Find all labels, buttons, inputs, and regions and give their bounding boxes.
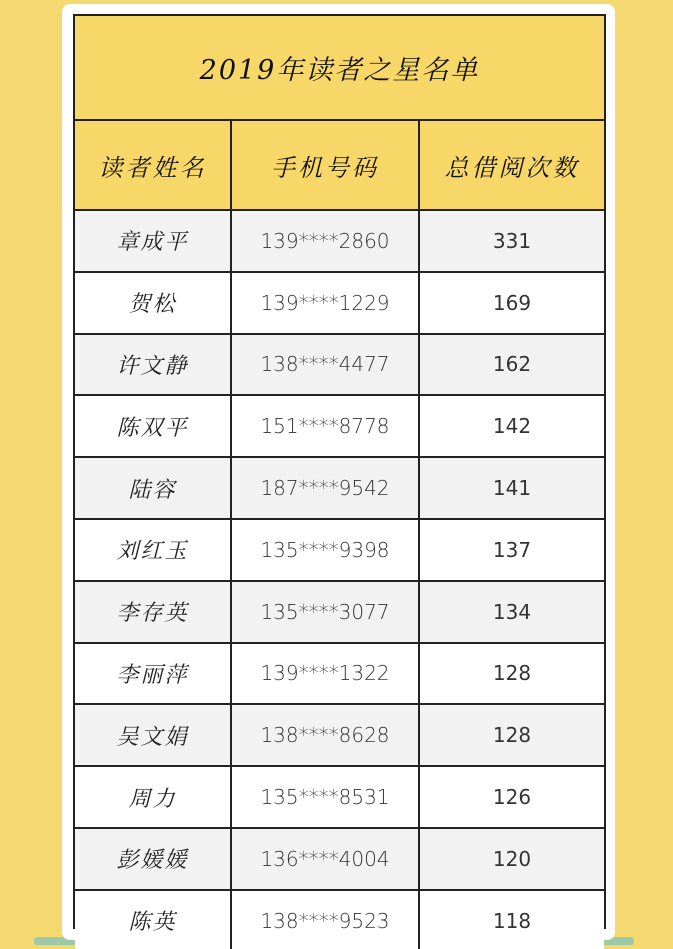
borrow-count-cell: 126: [419, 766, 604, 828]
borrow-count-cell: 142: [419, 395, 604, 457]
phone-cell: 187****9542: [231, 457, 419, 519]
phone-cell: 139****2860: [231, 210, 419, 272]
borrow-count-cell: 118: [419, 890, 604, 949]
document-title: 2019年读者之星名单: [199, 55, 480, 86]
borrow-count-cell: 162: [419, 334, 604, 396]
table-row: [75, 581, 604, 643]
reader-star-table: [73, 14, 606, 936]
reader-name-cell: 陈双平: [75, 395, 231, 457]
reader-name-cell: 许文静: [75, 334, 231, 396]
table-row: [75, 828, 604, 890]
phone-cell: 151****8778: [231, 395, 419, 457]
reader-name-cell: 周力: [75, 766, 231, 828]
phone-cell: 138****4477: [231, 334, 419, 396]
table-body: [75, 210, 604, 949]
column-header-phone: 手机号码: [231, 121, 419, 210]
table-row: [75, 334, 604, 396]
reader-name-cell: 李丽萍: [75, 643, 231, 705]
column-header-count: 总借阅次数: [419, 121, 604, 210]
phone-cell: 138****8628: [231, 704, 419, 766]
reader-table: [75, 121, 604, 949]
reader-name-cell: 吴文娟: [75, 704, 231, 766]
table-row: [75, 704, 604, 766]
borrow-count-cell: 128: [419, 704, 604, 766]
table-row: [75, 395, 604, 457]
column-header-name: 读者姓名: [75, 121, 231, 210]
reader-name-cell: 陆容: [75, 457, 231, 519]
phone-cell: 138****9523: [231, 890, 419, 949]
phone-cell: 139****1229: [231, 272, 419, 334]
table-row: [75, 519, 604, 581]
reader-name-cell: 贺松: [75, 272, 231, 334]
table-row: [75, 643, 604, 705]
table-row: [75, 457, 604, 519]
phone-cell: 135****3077: [231, 581, 419, 643]
reader-name-cell: 彭媛媛: [75, 828, 231, 890]
borrow-count-cell: 137: [419, 519, 604, 581]
table-row: [75, 890, 604, 949]
borrow-count-cell: 120: [419, 828, 604, 890]
phone-cell: 139****1322: [231, 643, 419, 705]
borrow-count-cell: 169: [419, 272, 604, 334]
reader-name-cell: 刘红玉: [75, 519, 231, 581]
header-row: [75, 121, 604, 210]
phone-cell: 136****4004: [231, 828, 419, 890]
table-row: [75, 766, 604, 828]
reader-name-cell: 陈英: [75, 890, 231, 949]
reader-name-cell: 李存英: [75, 581, 231, 643]
borrow-count-cell: 134: [419, 581, 604, 643]
phone-cell: 135****8531: [231, 766, 419, 828]
table-row: [75, 272, 604, 334]
borrow-count-cell: 128: [419, 643, 604, 705]
reader-name-cell: 章成平: [75, 210, 231, 272]
borrow-count-cell: 141: [419, 457, 604, 519]
document-card: [62, 4, 615, 940]
phone-cell: 135****9398: [231, 519, 419, 581]
table-row: [75, 210, 604, 272]
borrow-count-cell: 331: [419, 210, 604, 272]
title-row: [75, 16, 604, 121]
